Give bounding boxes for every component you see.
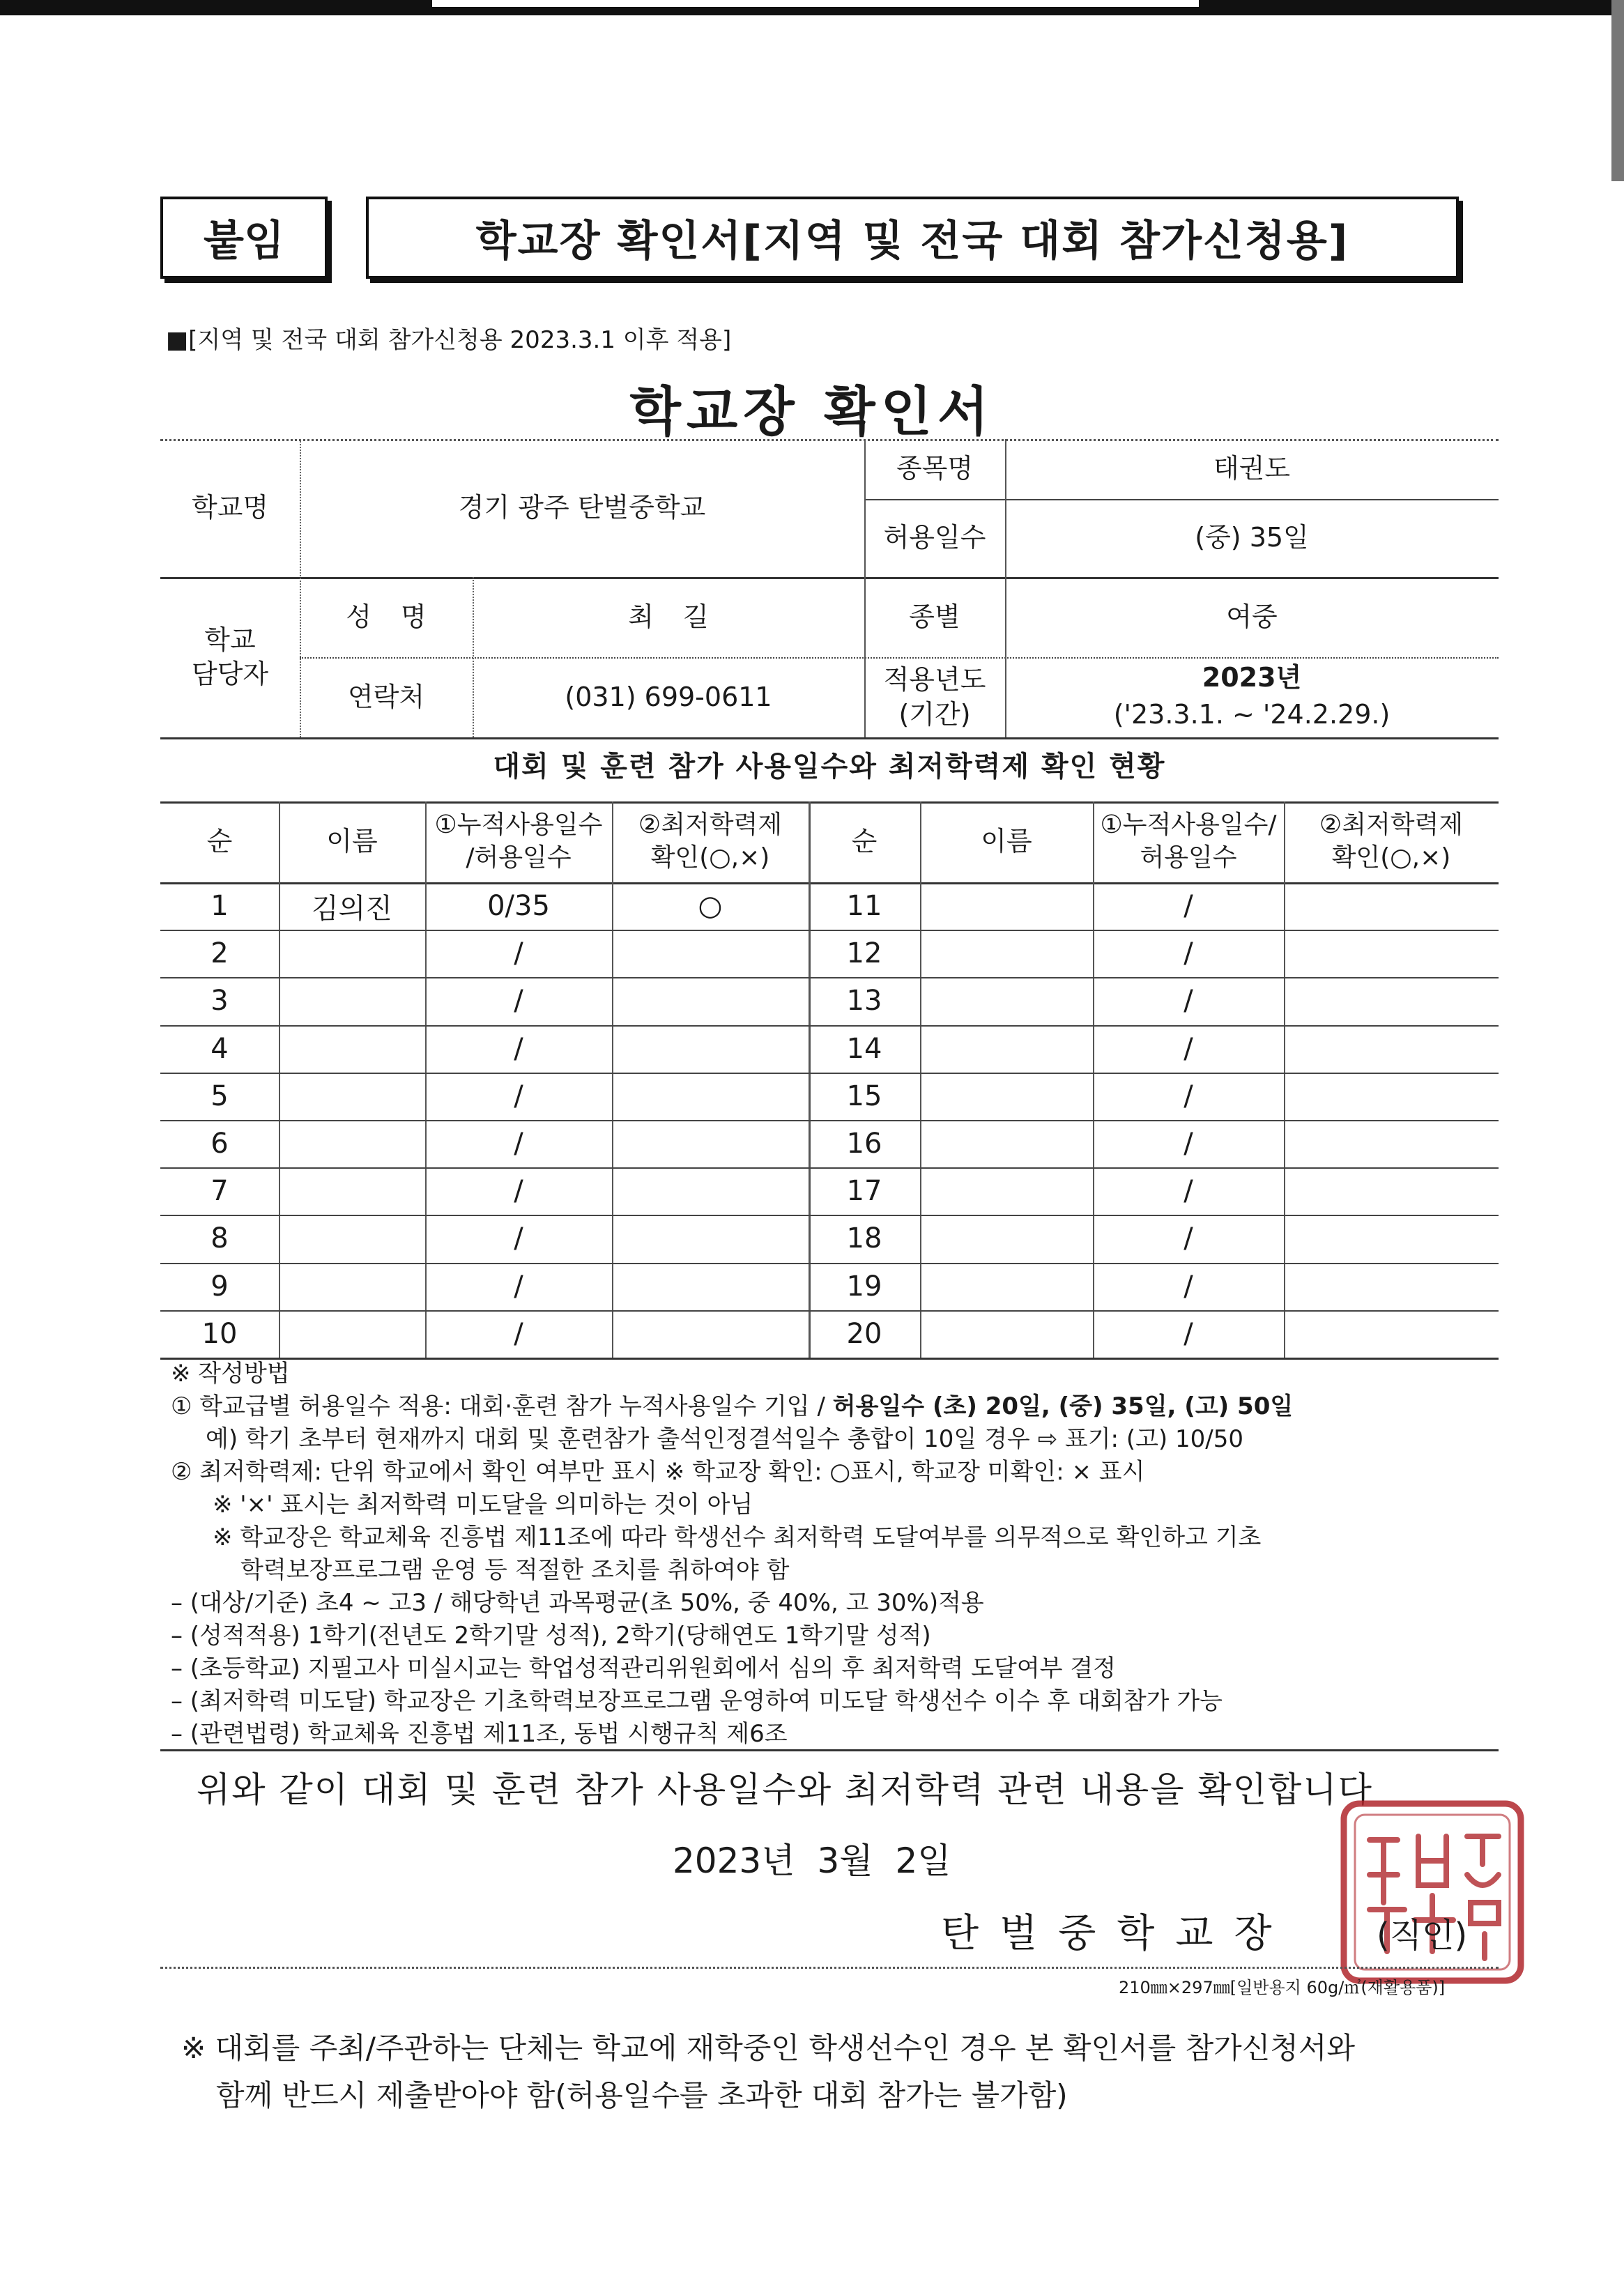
instructions-bottom-border (160, 1749, 1499, 1751)
row-5-no: 5 (210, 1080, 229, 1112)
row-10-days2: / (1183, 1317, 1193, 1350)
row-1-days2: / (1183, 890, 1193, 923)
row-2-no2: 12 (846, 937, 882, 970)
row-10-check (612, 1310, 809, 1358)
row-8-no2: 18 (846, 1222, 882, 1255)
paper-spec-note: 210㎜×297㎜[일반용지 60g/㎡(재활용품)] (1119, 1978, 1446, 1997)
name-label: 성 명 (346, 601, 427, 632)
info-bottom-border (160, 737, 1499, 739)
year-label: 적용년도 (기간) (883, 664, 986, 730)
row-1-no: 1 (210, 890, 229, 923)
row-8-name (279, 1215, 425, 1262)
row-7-check (612, 1167, 809, 1215)
school-value: 경기 광주 탄벌중학교 (458, 492, 706, 523)
row-7-name (279, 1167, 425, 1215)
row-8-check (612, 1215, 809, 1262)
row-4-check (612, 1025, 809, 1073)
row-4-name2 (920, 1025, 1093, 1073)
official-seal (1338, 1798, 1526, 1986)
row-8-check2 (1284, 1215, 1499, 1262)
row-6-days2: / (1183, 1128, 1193, 1160)
row-3-days2: / (1183, 985, 1193, 1018)
row-9-days2: / (1183, 1270, 1193, 1303)
apply-note: ■[지역 및 전국 대회 참가신청용 2023.3.1 이후 적용] (166, 326, 732, 354)
row-5-no2: 15 (846, 1080, 882, 1112)
row-6-name2 (920, 1120, 1093, 1167)
school-label: 학교명 (191, 492, 269, 523)
row-1-name2 (920, 882, 1093, 930)
contact-label: 연락처 (347, 681, 425, 712)
row-5-name (279, 1073, 425, 1120)
row-9-name2 (920, 1263, 1093, 1310)
row-2-days2: / (1183, 937, 1193, 970)
row-9-check (612, 1263, 809, 1310)
row-7-days: / (514, 1175, 523, 1208)
row-1-name: 김의진 (312, 892, 392, 925)
instruction-example: 예) 학기 초부터 현재까지 대회 및 훈련참가 출석인정결석일수 총합이 10일 경우 ⇨ 표기: (고) 10/50 (206, 1425, 1243, 1453)
col-header-name: 이름 (326, 826, 378, 857)
row-4-name (279, 1025, 425, 1073)
signature-border (160, 1967, 1499, 1969)
type-label: 종별 (909, 601, 960, 632)
instruction-dash-3: – (초등학교) 지필고사 미실시교는 학업성적관리위원회에서 심의 후 최저학력 도달여부 결정 (171, 1654, 1117, 1682)
issue-date: 2023년 3월 2일 (673, 1841, 951, 1881)
attachment-label: 붙임 (160, 197, 328, 279)
year-value: 2023년 (1202, 662, 1302, 693)
row-10-days: / (514, 1317, 523, 1350)
contact-value: (031) 699-0611 (565, 681, 772, 712)
row-3-name (279, 977, 425, 1024)
row-7-no2: 17 (846, 1175, 882, 1208)
row-8-name2 (920, 1215, 1093, 1262)
col-header-days: ①누적사용일수 /허용일수 (434, 811, 603, 872)
instruction-item-1: ① 학교급별 허용일수 적용: 대회·훈련 참가 누적사용일수 기입 / 허용일수 (초) 20일, (중) 35일, (고) 50일 (171, 1392, 1294, 1420)
document-title: 학교장 확인서 (629, 381, 995, 443)
row-7-days2: / (1183, 1175, 1193, 1208)
row-4-days2: / (1183, 1032, 1193, 1065)
row-4-days: / (514, 1032, 523, 1065)
row-3-no2: 13 (846, 985, 882, 1018)
row-10-no2: 20 (846, 1317, 882, 1350)
row-5-days2: / (1183, 1080, 1193, 1112)
row-3-check2 (1284, 977, 1499, 1024)
seal-label: (직인) (1377, 1916, 1468, 1955)
row-3-no: 3 (210, 985, 229, 1018)
row-6-check2 (1284, 1120, 1499, 1167)
row-2-no: 2 (210, 937, 229, 970)
event-label: 종목명 (896, 453, 974, 484)
col-header-name-right: 이름 (981, 826, 1032, 857)
row-3-check (612, 977, 809, 1024)
row-2-check2 (1284, 930, 1499, 977)
instruction-dash-1: – (대상/기준) 초4 ~ 고3 / 해당학년 과목평균(초 50%, 중 40%, 고 30%)적용 (171, 1589, 984, 1617)
row-6-no2: 16 (846, 1128, 882, 1160)
col-header-no: 순 (206, 826, 233, 857)
row-9-check2 (1284, 1263, 1499, 1310)
col-header-check-right: ②최저학력제 확인(○,×) (1319, 811, 1464, 872)
row-5-check2 (1284, 1073, 1499, 1120)
row-4-no2: 14 (846, 1032, 882, 1065)
row-10-name2 (920, 1310, 1093, 1358)
instruction-item-2: ② 최저학력제: 단위 학교에서 확인 여부만 표시 ※ 학교장 확인: ○표시, 학교장 미확인: × 표시 (171, 1458, 1145, 1486)
header-title: 학교장 확인서[지역 및 전국 대회 참가신청용] (366, 197, 1459, 279)
row-8-no: 8 (210, 1222, 229, 1255)
col-header-no-right: 순 (851, 826, 878, 857)
row-5-days: / (514, 1080, 523, 1112)
instruction-note-2b: 학력보장프로그램 운영 등 적절한 조치를 취하여야 함 (240, 1556, 790, 1584)
instruction-note-1: ※ '×' 표시는 최저학력 미도달을 의미하는 것이 아님 (213, 1491, 753, 1519)
instructions-heading: ※ 작성방법 (171, 1360, 290, 1388)
row-2-check (612, 930, 809, 977)
row-9-name (279, 1263, 425, 1310)
row-4-check2 (1284, 1025, 1499, 1073)
row-1-days: 0/35 (487, 890, 550, 923)
row-9-no: 9 (210, 1270, 229, 1303)
row-6-no: 6 (210, 1128, 229, 1160)
row-7-name2 (920, 1167, 1093, 1215)
principal-name: 탄벌중학교장 (941, 1911, 1293, 1956)
col-header-check: ②최저학력제 확인(○,×) (638, 811, 783, 872)
status-title: 대회 및 훈련 참가 사용일수와 최저학력제 확인 현황 (493, 751, 1166, 783)
footer-line-2: 함께 반드시 제출받아야 함(허용일수를 초과한 대회 참가는 불가함) (216, 2078, 1068, 2112)
instruction-dash-2: – (성적적용) 1학기(전년도 2학기말 성적), 2학기(당해연도 1학기말 성적) (171, 1622, 931, 1650)
instruction-dash-5: – (관련법령) 학교체육 진흥법 제11조, 동법 시행규칙 제6조 (171, 1720, 788, 1748)
row-8-days: / (514, 1222, 523, 1255)
row-1-check: ○ (698, 890, 723, 923)
row-6-days: / (514, 1128, 523, 1160)
allowed-days-label: 허용일수 (883, 522, 986, 553)
manager-label: 학교 담당자 (191, 624, 269, 689)
row-6-check (612, 1120, 809, 1167)
row-3-days: / (514, 985, 523, 1018)
row-7-check2 (1284, 1167, 1499, 1215)
event-value: 태권도 (1213, 453, 1291, 484)
instructions (171, 1358, 1516, 1751)
row-8-days2: / (1183, 1222, 1193, 1255)
row-1-check2 (1284, 882, 1499, 930)
row-5-name2 (920, 1073, 1093, 1120)
scan-edge-right (1611, 0, 1624, 181)
row-6-name (279, 1120, 425, 1167)
row-7-no: 7 (210, 1175, 229, 1208)
name-value: 최 길 (628, 601, 709, 632)
row-1-no2: 11 (846, 890, 882, 923)
confirmation-statement: 위와 같이 대회 및 훈련 참가 사용일수와 최저학력 관련 내용을 확인합니다 (197, 1769, 1373, 1810)
row-2-days: / (514, 937, 523, 970)
scan-edge-gap (432, 0, 1199, 7)
type-value: 여중 (1226, 601, 1278, 632)
allowed-days-rule: 허용일수 (초) 20일, (중) 35일, (고) 50일 (832, 1392, 1294, 1420)
col-header-days-right: ①누적사용일수/ 허용일수 (1100, 811, 1277, 872)
footer-line-1: ※ 대회를 주최/주관하는 단체는 학교에 재학중인 학생선수인 경우 본 확인서를 참가신청서와 (181, 2031, 1356, 2065)
row-9-no2: 19 (846, 1270, 882, 1303)
row-2-name (279, 930, 425, 977)
row-4-no: 4 (210, 1032, 229, 1065)
row-2-name2 (920, 930, 1093, 977)
row-10-no: 10 (201, 1317, 238, 1350)
row-5-check (612, 1073, 809, 1120)
allowed-days-value: (중) 35일 (1195, 522, 1309, 553)
instruction-note-2: ※ 학교장은 학교체육 진흥법 제11조에 따라 학생선수 최저학력 도달여부를 의무적으로 확인하고 기초 (213, 1523, 1262, 1551)
period-value: ('23.3.1. ~ '24.2.29.) (1113, 699, 1391, 730)
row-3-name2 (920, 977, 1093, 1024)
footer-note (181, 2025, 1355, 2119)
row-10-name (279, 1310, 425, 1358)
instruction-dash-4: – (최저학력 미도달) 학교장은 기초학력보장프로그램 운영하여 미도달 학생선수 이수 후 대회참가 가능 (171, 1687, 1223, 1715)
row-10-check2 (1284, 1310, 1499, 1358)
row-9-days: / (514, 1270, 523, 1303)
